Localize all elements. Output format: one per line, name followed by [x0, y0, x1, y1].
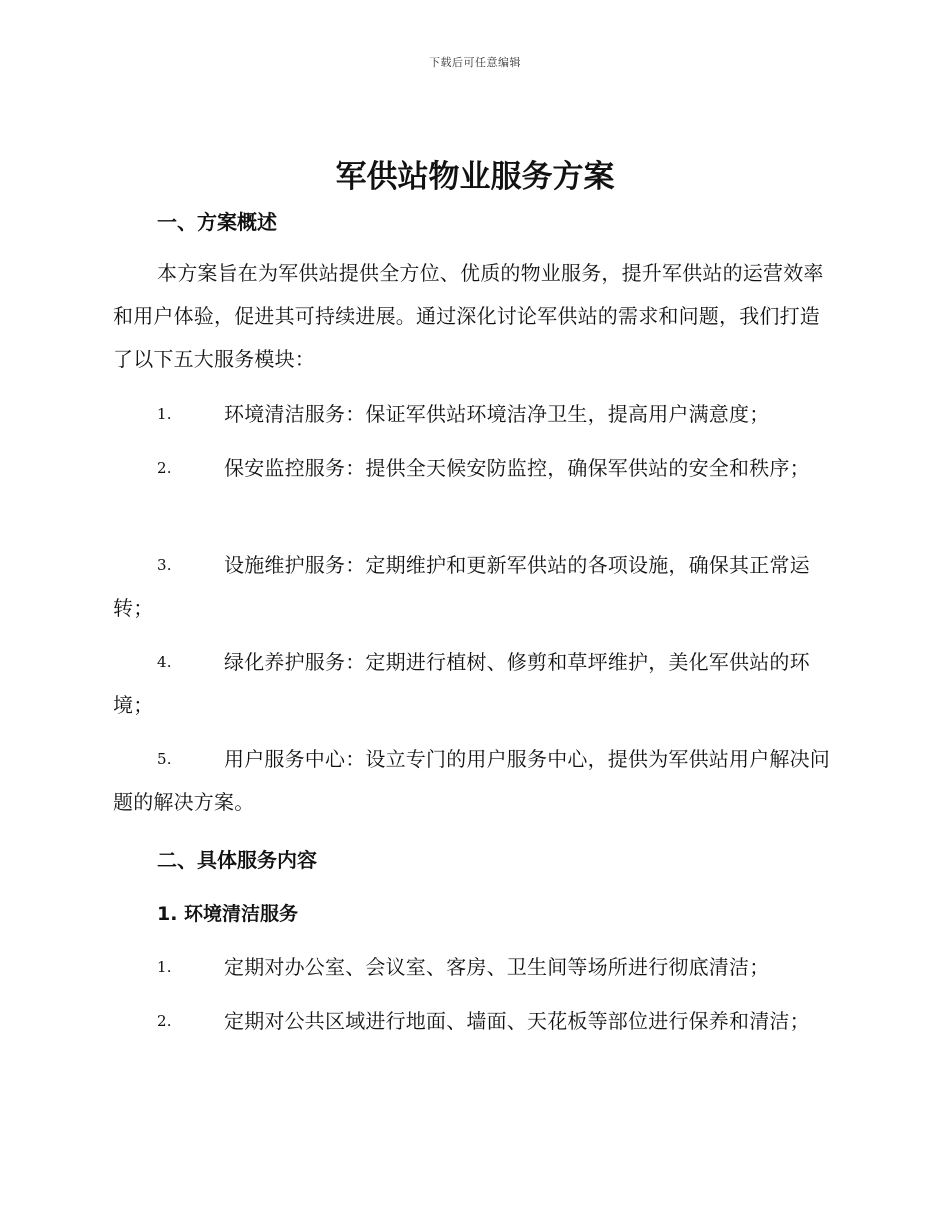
- list-item-number: 4.: [157, 653, 172, 671]
- list-item-text: 用户服务中心：设立专门的用户服务中心，提供为军供站用户解决问题的解决方案。: [113, 747, 830, 814]
- list-item-text: 绿化养护服务：定期进行植树、修剪和草坪维护，美化军供站的环境；: [113, 650, 810, 717]
- list-item-text: 环境清洁服务：保证军供站环境洁净卫生，提高用户满意度；: [224, 402, 770, 426]
- list-item-text: 保安监控服务：提供全天候安防监控，确保军供站的安全和秩序；: [224, 456, 810, 480]
- list-item: [113, 447, 835, 490]
- section-heading-overview: 一、方案概述: [157, 210, 277, 234]
- list-item: [113, 1000, 835, 1043]
- list-item-number: 3.: [157, 556, 172, 574]
- list-item-number: 5.: [157, 750, 172, 768]
- document-title: 军供站物业服务方案: [335, 159, 615, 195]
- list-item-text: 设施维护服务：定期维护和更新军供站的各项设施，确保其正常运转；: [113, 553, 810, 620]
- list-item: [113, 393, 835, 436]
- subheading-cleaning-service: 1. 环境清洁服务: [157, 903, 299, 925]
- list-item-text: 定期对办公室、会议室、客房、卫生间等场所进行彻底清洁；: [224, 955, 770, 979]
- list-item: [113, 738, 835, 824]
- list-item-number: 1.: [157, 405, 172, 423]
- list-item: [113, 641, 835, 727]
- section-heading-service-content: 二、具体服务内容: [157, 848, 317, 872]
- overview-paragraph: 本方案旨在为军供站提供全方位、优质的物业服务，提升军供站的运营效率和用户体验，促进其可持续进展。通过深化讨论军供站的需求和问题，我们打造了以下五大服务模块：: [113, 261, 824, 371]
- list-item: [113, 946, 835, 989]
- header-note: 下载后可任意编辑: [429, 56, 521, 69]
- list-item-number: 2.: [157, 1012, 172, 1030]
- list-item-number: 2.: [157, 459, 172, 477]
- list-item-number: 1.: [157, 958, 172, 976]
- list-item-text: 定期对公共区域进行地面、墙面、天花板等部位进行保养和清洁；: [224, 1009, 810, 1033]
- list-item: [113, 544, 835, 630]
